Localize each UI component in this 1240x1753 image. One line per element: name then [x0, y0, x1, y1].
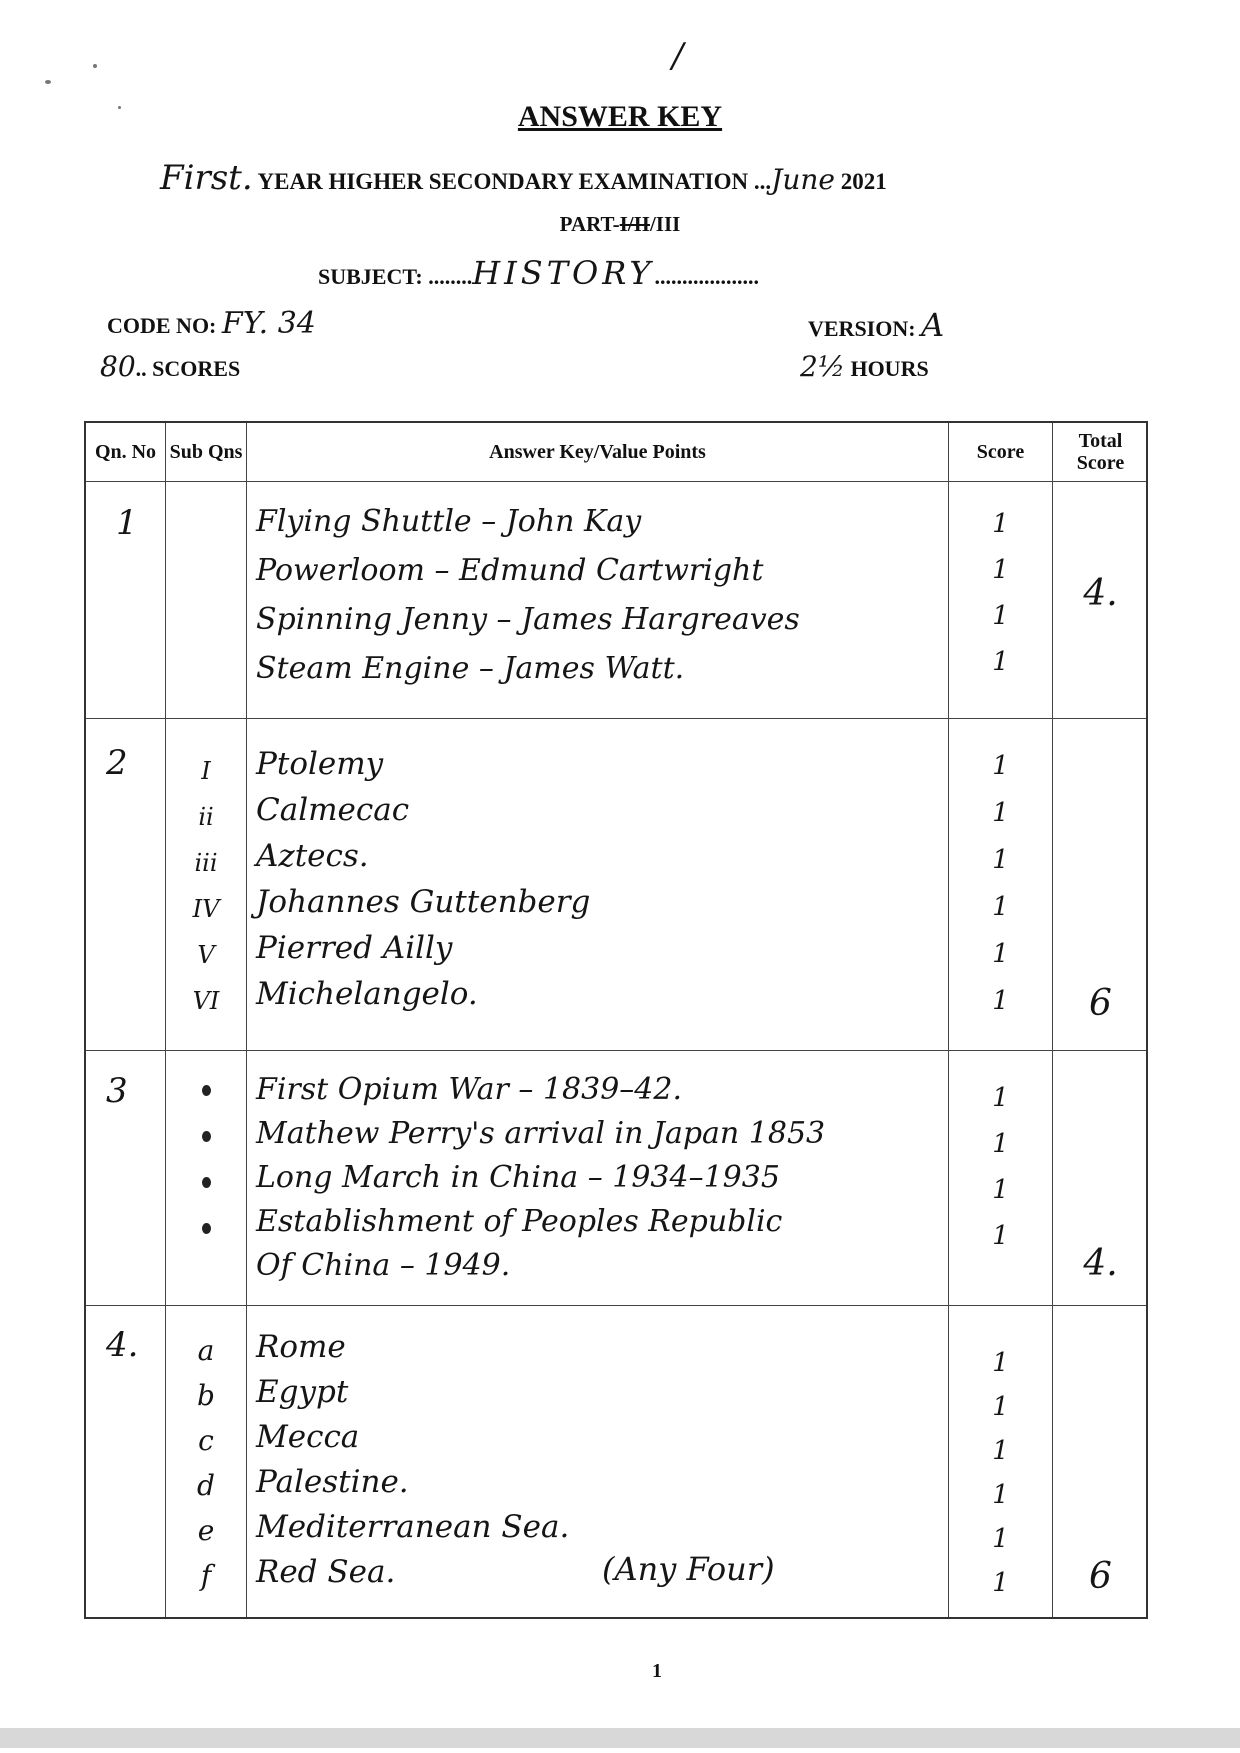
answer-line: Palestine. [256, 1464, 409, 1500]
sub-question: V [197, 941, 215, 969]
score-value: 1 [992, 509, 1009, 539]
answer-line: Rome [256, 1329, 346, 1365]
code-line [107, 306, 316, 341]
row2-scores [949, 743, 1052, 1025]
row4-subs [166, 1328, 246, 1598]
code-value: FY. 34 [221, 306, 316, 341]
subject-line [318, 254, 759, 292]
score-value: 1 [992, 892, 1009, 922]
part-struck: I/II [619, 212, 650, 236]
row1-qn: 1 [116, 503, 138, 543]
score-value: 1 [992, 1480, 1009, 1510]
score-value: 1 [992, 1083, 1009, 1113]
bullet-icon [202, 1177, 211, 1188]
scan-edge-bar [0, 1728, 1240, 1748]
score-value: 1 [992, 798, 1009, 828]
row4-note: (Any Four) [602, 1550, 775, 1588]
version-line [808, 306, 944, 344]
answer-line: Pierred Ailly [256, 930, 453, 966]
header-sub: Sub Qns [169, 441, 243, 463]
row2-qn: 2 [106, 743, 128, 783]
sub-question: c [198, 1424, 214, 1457]
year-handwritten: First. [160, 158, 253, 198]
score-value: 1 [992, 1568, 1009, 1598]
header-answer: Answer Key/Value Points [489, 441, 706, 463]
exam-year: 2021 [840, 169, 887, 194]
answer-table [84, 421, 1148, 1619]
exam-line [160, 158, 887, 198]
score-value: 1 [992, 647, 1009, 677]
sub-question: iii [194, 849, 218, 877]
answer-line: Calmecac [256, 792, 410, 828]
score-value: 1 [992, 1436, 1009, 1466]
sub-question: VI [192, 987, 220, 1015]
score-value: 1 [992, 1524, 1009, 1554]
bullet-icon [202, 1085, 211, 1096]
answer-line: Of China – 1949. [256, 1248, 511, 1283]
answer-line: Powerloom – Edmund Cartwright [256, 553, 764, 588]
answer-line: Aztecs. [256, 838, 369, 874]
score-value: 1 [992, 939, 1009, 969]
row4-qn: 4. [106, 1325, 139, 1365]
answer-line: Red Sea. [256, 1554, 396, 1590]
scores-value: 80 [100, 350, 136, 383]
exam-printed: YEAR HIGHER SECONDARY EXAMINATION ... [257, 169, 772, 194]
row4-scores [949, 1341, 1052, 1605]
sub-question: b [197, 1379, 215, 1412]
sub-question: I [201, 757, 211, 785]
score-value: 1 [992, 986, 1009, 1016]
column-divider [246, 423, 247, 1617]
hours-label: HOURS [850, 356, 929, 381]
answer-line: Steam Engine – James Watt. [256, 651, 685, 686]
score-value: 1 [992, 1129, 1009, 1159]
tick-mark: / [672, 36, 684, 76]
part-rest: /III [649, 212, 681, 236]
answer-line: First Opium War – 1839–42. [256, 1072, 683, 1107]
row2-subs [166, 748, 246, 1024]
scores-line [100, 350, 240, 383]
sub-question: d [197, 1469, 215, 1502]
row1-scores [949, 501, 1052, 685]
bullet-item [166, 1223, 246, 1269]
answer-line: Spinning Jenny – James Hargreaves [256, 602, 800, 637]
answer-line: Long March in China – 1934–1935 [256, 1160, 780, 1195]
answer-line: Egypt [256, 1374, 349, 1410]
score-value: 1 [992, 601, 1009, 631]
bullet-item [166, 1177, 246, 1223]
sub-question: IV [192, 895, 220, 923]
row3-answers [256, 1068, 825, 1288]
answer-line: Flying Shuttle – John Kay [256, 504, 642, 539]
bullet-item [166, 1085, 246, 1131]
row4-answers [256, 1325, 569, 1595]
header-qn: Qn. No [94, 441, 157, 463]
scan-speck [93, 64, 97, 68]
part-line [0, 212, 1240, 237]
row2-total: 6 [1089, 983, 1112, 1024]
row-divider [86, 1050, 1146, 1051]
row-divider [86, 718, 1146, 719]
answer-line: Mecca [256, 1419, 360, 1455]
subject-trail: ................... [654, 264, 760, 289]
page-title: ANSWER KEY [517, 100, 723, 133]
row1-answers [256, 497, 800, 693]
hours-line [800, 350, 929, 383]
version-value: A [921, 306, 945, 344]
sub-question: a [197, 1334, 215, 1367]
scores-label: .. SCORES [135, 356, 241, 381]
row3-bullets [166, 1085, 246, 1269]
part-prefix: PART- [559, 212, 620, 236]
code-label: CODE NO: [107, 313, 217, 338]
row1-total: 4. [1083, 573, 1118, 614]
month-handwritten: June [771, 163, 835, 196]
score-value: 1 [992, 1175, 1009, 1205]
answer-line: Johannes Guttenberg [256, 884, 591, 920]
row3-qn: 3 [106, 1071, 128, 1111]
score-value: 1 [992, 555, 1009, 585]
header-total: Total Score [1076, 430, 1125, 474]
version-label: VERSION: [808, 316, 916, 341]
answer-line: Establishment of Peoples Republic [256, 1204, 783, 1239]
page-number: 1 [652, 1660, 662, 1682]
answer-line: Mediterranean Sea. [256, 1509, 570, 1545]
row3-total: 4. [1083, 1243, 1118, 1284]
subject-label: SUBJECT: ........ [318, 264, 473, 289]
header-score: Score [976, 441, 1025, 463]
row-divider [86, 481, 1146, 482]
score-value: 1 [992, 845, 1009, 875]
score-value: 1 [992, 1348, 1009, 1378]
score-value: 1 [992, 1392, 1009, 1422]
bullet-item [166, 1131, 246, 1177]
answer-line: Ptolemy [256, 746, 384, 782]
answer-line: Michelangelo. [256, 976, 478, 1012]
hours-value: 2½ [800, 350, 845, 383]
subject-value: HISTORY [472, 254, 655, 292]
row3-scores [949, 1075, 1052, 1259]
sub-question: ii [198, 803, 214, 831]
bullet-icon [202, 1223, 211, 1234]
scan-speck [45, 80, 51, 84]
row4-total: 6 [1089, 1556, 1112, 1597]
bullet-icon [202, 1131, 211, 1142]
row-divider [86, 1305, 1146, 1306]
score-value: 1 [992, 1221, 1009, 1251]
score-value: 1 [992, 751, 1009, 781]
sub-question: e [197, 1514, 215, 1547]
sub-question: f [200, 1559, 212, 1592]
row2-answers [256, 741, 590, 1017]
answer-line: Mathew Perry's arrival in Japan 1853 [256, 1116, 826, 1151]
